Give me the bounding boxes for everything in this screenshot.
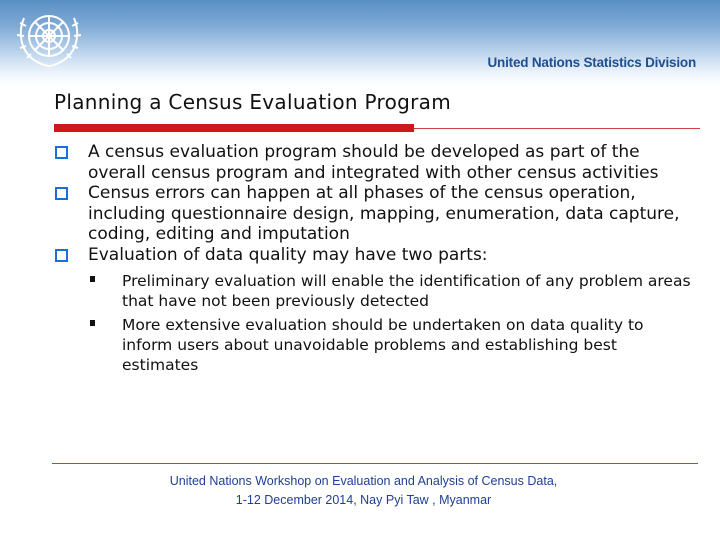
list-item	[54, 315, 694, 375]
title-rule-thick	[54, 124, 414, 132]
un-emblem-icon	[12, 6, 86, 70]
header-banner	[0, 0, 720, 86]
footer-line-1: United Nations Workshop on Evaluation and Analysis of Census Data,	[169, 474, 558, 488]
square-bullet-icon	[55, 146, 68, 159]
bullet-text: A census evaluation program should be developed as part of the overall census program and integrated with other census activities	[88, 142, 659, 183]
list-item	[54, 271, 694, 311]
list-item	[54, 183, 694, 245]
page-title: Planning a Census Evaluation Program	[54, 90, 452, 114]
list-item	[54, 142, 694, 183]
organization-name: United Nations Statistics Division	[487, 55, 696, 70]
bullet-list	[54, 142, 694, 375]
bullet-text: Evaluation of data quality may have two parts:	[88, 244, 488, 265]
bullet-text: Census errors can happen at all phases of the census operation, including questionnaire design, mapping, enumeration, data capture, coding, editing and imputation	[88, 183, 680, 244]
sub-bullet-list	[54, 271, 694, 375]
square-bullet-icon	[55, 249, 68, 262]
list-item	[54, 245, 694, 266]
title-rule-thin	[414, 128, 700, 129]
small-square-bullet-icon	[90, 320, 95, 326]
small-square-bullet-icon	[90, 276, 95, 282]
sub-bullet-text: Preliminary evaluation will enable the identification of any problem areas that have not been previously detected	[122, 272, 691, 310]
footer-line-2: 1-12 December 2014, Nay Pyi Taw , Myanmar	[235, 493, 492, 507]
footer-divider	[52, 463, 698, 464]
square-bullet-icon	[55, 187, 68, 200]
sub-bullet-text: More extensive evaluation should be undertaken on data quality to inform users about unavoidable problems and establishing best estimates	[122, 316, 644, 374]
footer	[0, 472, 720, 510]
